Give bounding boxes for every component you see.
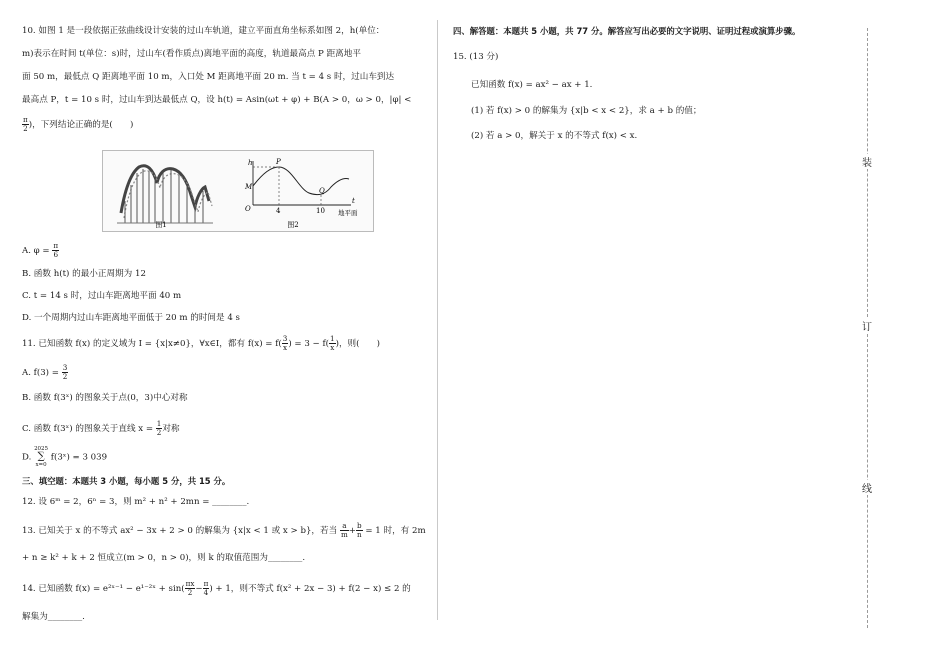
- q10-line-1: 10. 如图 1 是一段依据正弦曲线设计安装的过山车轨道，建立平面直角坐标系如图 2，h(单位：: [22, 26, 385, 36]
- section-3-heading: 三、填空题：本题共 3 小题，每小题 5 分，共 15 分。: [22, 476, 231, 486]
- q10-figure-svg: [103, 151, 373, 231]
- q11-option-b: B. 函数 f(3ˣ) 的图象关于点(0，3)中心对称: [22, 393, 188, 403]
- q13-line-2: + n ≥ k² + k + 2 恒成立(m > 0，n > 0)，则 k 的取值范围为________.: [22, 553, 306, 563]
- q10-option-c: C. t = 14 s 时，过山车距离地平面 40 m: [22, 291, 182, 301]
- fig1-caption: 图1: [155, 221, 167, 229]
- fig2-sine-curve: [253, 167, 349, 195]
- q15-stem: 已知函数 f(x) = ax² − ax + 1.: [471, 80, 593, 90]
- fig2-caption: 图2: [287, 221, 299, 229]
- summation-symbol: 2025 ∑ x=0: [34, 446, 49, 468]
- q10-option-a: A. φ = $\frac{\pi}{6}$: [22, 241, 59, 259]
- fig2-label-t: t: [352, 197, 355, 205]
- binding-char-xian: 线: [860, 480, 874, 495]
- fig2-ground-label: 地平面: [338, 209, 358, 217]
- q11-option-c: C. 函数 f(3ˣ) 的图象关于直线 x = $\frac{1}{2}$ 对称: [22, 419, 180, 437]
- q10-pi-over-2: $\frac{\pi}{2}$: [23, 115, 28, 133]
- binding-char-ding: 订: [860, 318, 874, 333]
- q10-line-4: 最高点 P，t = 10 s 时，过山车到达最低点 Q，设 h(t) = Asin(ωt + φ) + B(A > 0，ω > 0，|φ| <: [22, 95, 412, 105]
- q11-stem: 11. 已知函数 f(x) 的定义域为 I = {x|x≠0}，∀x∈I，都有 f(x) = f( $\frac{3}{x}$ ) = 3 − f( $\frac{1}{x}$ )，则( ): [22, 334, 381, 352]
- q12-text: 12. 设 6ᵐ = 2，6ⁿ = 3，则 m² + n² + 2mn = ________.: [22, 497, 250, 507]
- q14-line-1: 14. 已知函数 f(x) = e²ˣ⁻¹ − e¹⁻²ˣ + sin( $\frac{\pi x}{2}$ − $\frac{\pi}{4}$ ) + 1，则不等式 f(x² + 2x − 3) + f(2 − x) ≤ 2 的: [22, 579, 411, 597]
- q15-header: 15. (13 分): [453, 52, 499, 62]
- fig2-label-M: M: [245, 183, 253, 191]
- q15-part-2: (2) 若 a > 0，解关于 x 的不等式 f(x) < x.: [471, 131, 638, 141]
- q10-figure: [102, 150, 374, 232]
- fig2-tick-10: 10: [316, 207, 325, 215]
- fig2-label-h: h: [248, 159, 253, 167]
- q15-part-1: (1) 若 f(x) > 0 的解集为 {x|b < x < 2}，求 a + b 的值；: [471, 106, 702, 116]
- fig1-roller-coaster-illustration: [117, 166, 213, 223]
- binding-char-zhuang: 装: [860, 154, 874, 169]
- fig2-sine-graph: [244, 158, 358, 217]
- fig2-label-O: O: [245, 205, 251, 213]
- q13-line-1: 13. 已知关于 x 的不等式 ax² − 3x + 2 > 0 的解集为 {x|x < 1 或 x > b}，若当 $\frac{a}{m}$ + $\frac{b}{n}$ = 1 时，有 2m: [22, 521, 426, 539]
- q10-line-5: $\frac{\pi}{2}$ )，下列结论正确的是( ): [23, 115, 134, 133]
- column-divider: [437, 20, 438, 620]
- q10-line-2: m)表示在时间 t(单位：s)时，过山车(看作质点)离地平面的高度，轨道最高点 P 距离地平: [22, 49, 361, 59]
- q10-option-d: D. 一个周期内过山车距离地平面低于 20 m 的时间是 4 s: [22, 313, 240, 323]
- q10-line-3: 面 50 m，最低点 Q 距离地平面 10 m，入口处 M 距离地平面 20 m. 当 t = 4 s 时，过山车到达: [22, 72, 395, 82]
- q14-line-2: 解集为________.: [22, 612, 85, 622]
- q10-option-b: B. 函数 h(t) 的最小正周期为 12: [22, 269, 146, 279]
- section-4-heading: 四、解答题：本题共 5 小题，共 77 分。解答应写出必要的文字说明、证明过程或演算步骤。: [453, 26, 801, 36]
- fig2-tick-4: 4: [276, 207, 281, 215]
- q11-option-d: D. 2025 ∑ x=0 f(3ˣ) = 3 039: [22, 446, 108, 468]
- fig2-label-Q: Q: [319, 187, 325, 195]
- fig2-label-P: P: [276, 158, 281, 166]
- q11-option-a: A. f(3) = $\frac{3}{2}$: [22, 363, 68, 381]
